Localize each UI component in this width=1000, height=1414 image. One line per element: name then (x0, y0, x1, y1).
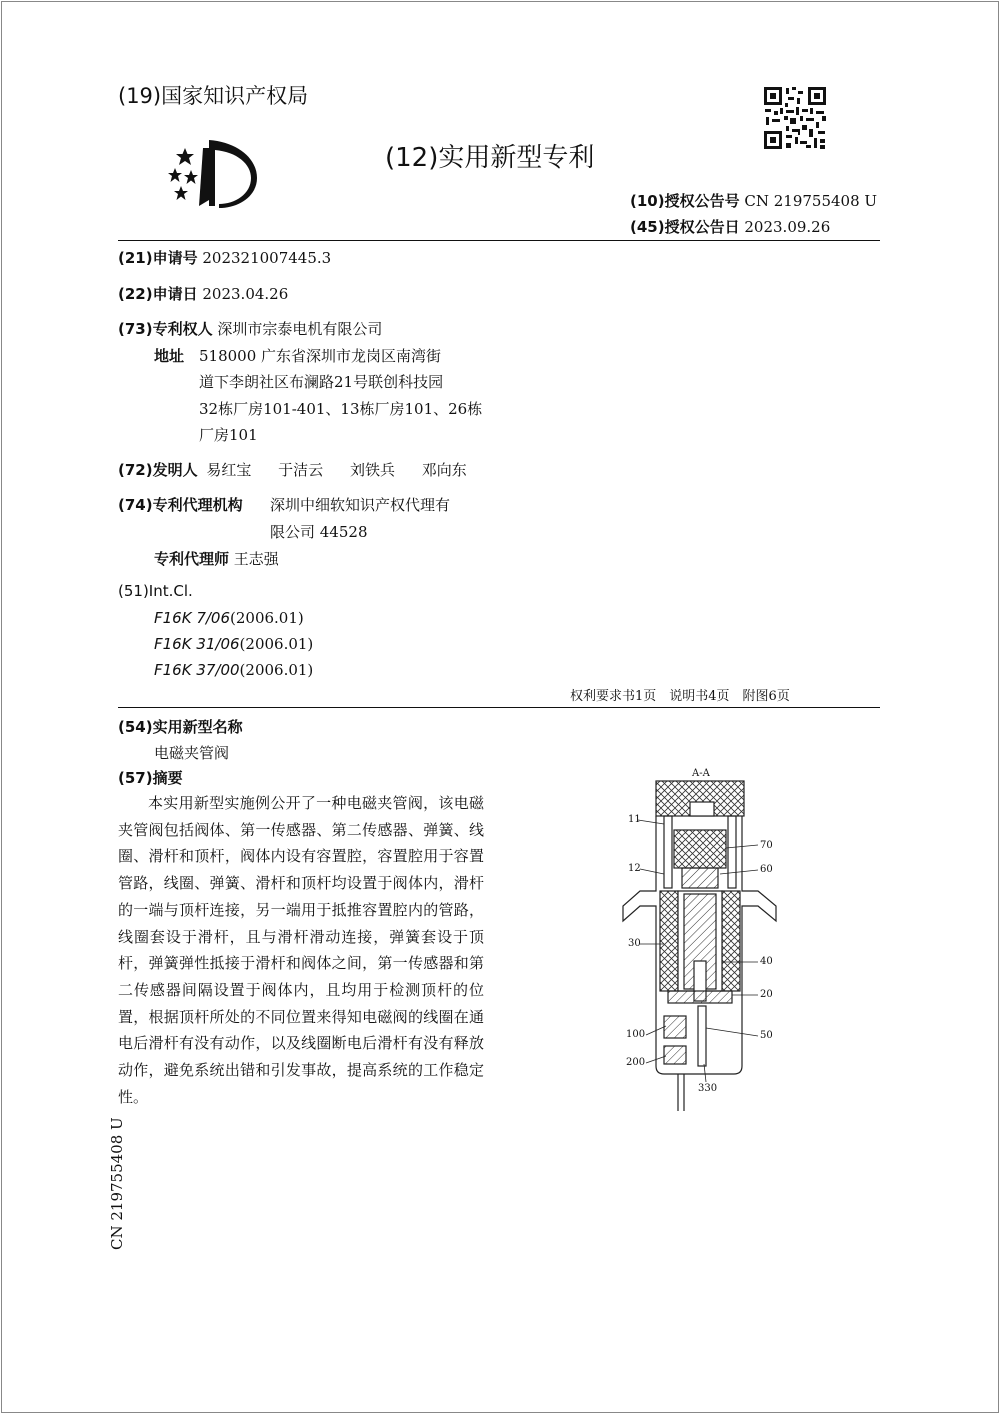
address-line: 32栋厂房101-401、13栋厂房101、26栋 (199, 400, 483, 418)
ref-numeral: 60 (760, 864, 773, 875)
patent-agent (154, 548, 279, 569)
ipc-code: F16K 31/06 (154, 635, 240, 653)
pub-no-label: (10)授权公告号 (630, 192, 740, 210)
ref-numeral: 100 (626, 1029, 646, 1040)
pub-date-label: (45)授权公告日 (630, 218, 740, 236)
office-name: (19)国家知识产权局 (118, 84, 309, 108)
patent-owner (118, 318, 382, 339)
ref-numeral: 200 (626, 1057, 646, 1068)
agent-label: 专利代理师 (154, 550, 230, 568)
app-no-value: 202321007445.3 (202, 249, 332, 267)
ref-numeral: 20 (760, 989, 773, 1000)
cnipa-logo (165, 138, 260, 208)
publication-number (630, 190, 877, 211)
ipc-entry (154, 661, 313, 679)
address-line: 道下李朗社区布澜路21号联创科技园 (199, 373, 444, 391)
patent-type-title: (12)实用新型专利 (385, 143, 595, 173)
address-line: 厂房101 (199, 426, 258, 444)
agency-label: (74)专利代理机构 (118, 496, 243, 514)
application-number (118, 247, 331, 268)
ipc-code: F16K 7/06 (154, 609, 231, 627)
ref-numeral: 50 (760, 1030, 773, 1041)
utility-model-name-label: (54)实用新型名称 (118, 718, 243, 736)
inventors (118, 459, 467, 480)
inventor-name: 刘铁兵 (349, 461, 395, 479)
ipc-label: (51)Int.Cl. (118, 582, 193, 600)
ipc-entry (154, 609, 304, 627)
app-date-label: (22)申请日 (118, 285, 198, 303)
section-label: A-A (692, 768, 710, 779)
ref-numeral: 30 (628, 938, 641, 949)
ref-numeral: 330 (698, 1083, 718, 1094)
app-no-label: (21)申请号 (118, 249, 198, 267)
side-publication-number: CN 219755408 U (108, 1117, 126, 1250)
pages-summary: 权利要求书1页 说明书4页 附图6页 (570, 689, 790, 704)
inventor-label: (72)发明人 (118, 461, 198, 479)
pub-date-value: 2023.09.26 (744, 218, 831, 236)
ref-numeral: 11 (628, 814, 641, 825)
logo-star-2 (168, 168, 182, 182)
ipc-version: (2006.01) (239, 635, 314, 653)
qr-code-icon (762, 85, 828, 151)
ipc-code: F16K 37/00 (154, 661, 240, 679)
logo-arc (209, 140, 257, 208)
publication-date (630, 216, 830, 237)
leader-line (706, 1028, 758, 1036)
pub-no-value: CN 219755408 U (744, 192, 878, 210)
ref-numeral: 12 (628, 863, 641, 874)
ipc-entry (154, 635, 313, 653)
ref-numeral: 40 (760, 956, 773, 967)
address-label: 地址 (154, 347, 185, 365)
inventor-name: 邓向东 (421, 461, 467, 479)
inventor-name: 于洁云 (278, 461, 324, 479)
leader-line (704, 1064, 706, 1082)
application-date (118, 283, 288, 304)
ref-numeral: 70 (760, 840, 773, 851)
abstract-text: 本实用新型实施例公开了一种电磁夹管阀，该电磁夹管阀包括阀体、第一传感器、第二传感器、弹簧、线圈、滑杆和顶杆，阀体内设有容置腔，容置腔用于容置管路，线圈、弹簧、滑杆和顶杆均设置于阀体内，滑杆的一端与顶杆连接，另一端用于抵推容置腔内的管路，线圈套设于滑杆，且与滑杆滑动连接，弹簧套设于顶杆，弹簧弹性抵接于滑杆和阀体之间，第一传感器和第二传感器间隔设置于阀体内，且均用于检测顶杆的位置，根据顶杆所处的不同位置来得知电磁阀的线圈在通电后滑杆有没有动作，以及线圈断电后滑杆有没有释放动作，避免系统出错和引发事故，提高系统的工作稳定性。 (118, 794, 484, 1106)
ipc-version: (2006.01) (239, 661, 314, 679)
leader-line (638, 820, 664, 824)
owner-label: (73)专利权人 (118, 320, 213, 338)
address-line: 518000 广东省深圳市龙岗区南湾街 (199, 347, 442, 365)
section-divider (118, 707, 880, 708)
agency-line: 限公司 44528 (270, 523, 368, 541)
ipc-version: (2006.01) (230, 609, 304, 627)
logo-stroke (199, 148, 209, 206)
logo-star-4 (174, 186, 188, 200)
abstract-label: (57)摘要 (118, 769, 183, 787)
owner-value: 深圳市宗泰电机有限公司 (217, 320, 383, 338)
header-divider (118, 240, 880, 241)
inventor-name: 易红宝 (206, 461, 252, 479)
logo-star-1 (176, 148, 194, 165)
utility-model-name: 电磁夹管阀 (154, 744, 230, 762)
agency-line: 深圳中细软知识产权代理有 (270, 496, 451, 514)
logo-star-3 (184, 170, 198, 184)
agent-value: 王志强 (233, 550, 279, 568)
leader-line (640, 869, 664, 874)
app-date-value: 2023.04.26 (202, 285, 289, 303)
leader-line (720, 870, 758, 874)
